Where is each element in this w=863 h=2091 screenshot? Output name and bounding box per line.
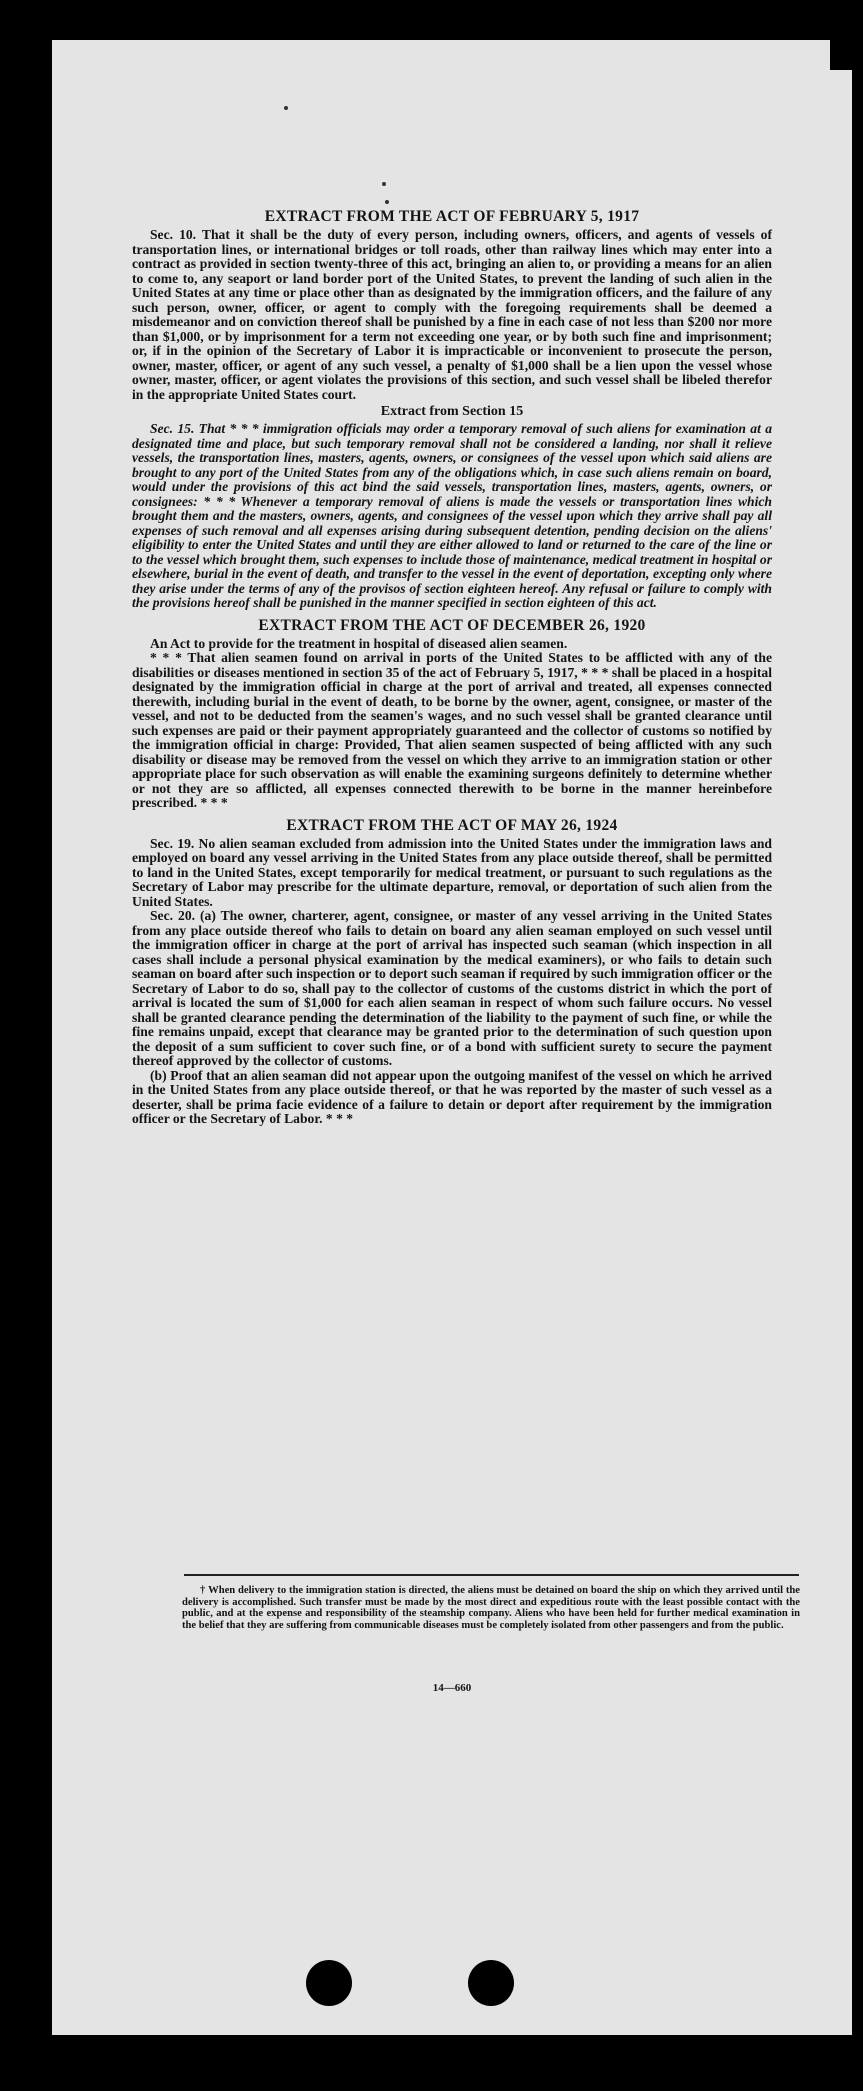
act-1920-title: An Act to provide for the treatment in hospital of diseased alien seamen.: [150, 635, 568, 651]
paper-speck: [284, 106, 288, 110]
section-20a-paragraph: Sec. 20. (a) The owner, charterer, agent, consignee, or master of any vessel arriving in the United States from any place outside thereof who fails to detain on board any alien seaman employed on such vessel until the immigration officer in charge at the port of arrival has inspected such seaman (which inspection in all cases shall include a personal physical examination by the medical examiners), or who fails to detain such seaman on board after such inspection or to deport such seaman if required by such immigration officer or the Secretary of Labor to do so, shall pay to the collector of customs of the customs district in which the port of arrival is located the sum of $1,000 for each alien seaman in respect of whom such failure occurs. No vessel shall be granted clearance pending the determination of the liability to the payment of such fine, or while the fine remains unpaid, except that clearance may be granted prior to the determination of such question upon the deposit of a sum sufficient to cover such fine, or of a bond with sufficient surety to secure the payment thereof approved by the collector of customs.: [132, 908, 772, 1068]
document-body: [132, 208, 772, 1127]
section-15-paragraph: Sec. 15. That * * * immigration officials may order a temporary removal of such aliens for examination at a designated time and place, but such temporary removal shall not be considered a landing, nor shall it relieve vessels, the transportation lines, masters, agents, owners, or consignees of the vessel upon which said aliens are brought to any port of the United States from any of the obligations which, in case such aliens remain on board, would under the provisions of this act bind the said vessels, transportation lines, masters, agents, owners, or consignees: * * * Whenever a temporary removal of aliens is made the vessels or transportation lines which brought them and the masters, owners, agents, and consignees of the vessel upon which they arrive shall pay all expenses of such removal and all expenses arising during subsequent detention, pending decision on the aliens' eligibility to enter the United States and until they are either allowed to land or returned to the care of the line or to the vessel which brought them, such expenses to include those of maintenance, medical treatment in hospital or elsewhere, burial in the event of death, and transfer to the vessel in the event of deportation, excepting only where they arise under the terms of any of the provisos of section eighteen hereof. Any refusal or failure to comply with the provisions hereof shall be punished in the manner specified in section eighteen of this act.: [132, 421, 772, 610]
punch-hole-right: [468, 1960, 514, 2006]
page-corner: [830, 40, 852, 70]
act-1920-paragraph: * * * That alien seamen found on arrival in ports of the United States to be afflicted with any of the disabilities or diseases mentioned in section 35 of the act of February 5, 1917, * * * shall be placed in a hospital designated by the immigration official in charge at the port of arrival and treated, all expenses connected therewith, including burial in the event of death, to be borne by the owner, agent, consignee, or master of the vessel, and not to be deducted from the seamen's wages, and no such vessel shall be granted clearance until such expenses are paid or their payment appropriately guaranteed and the collector of customs so notified by the immigration official in charge: Provided, That alien seamen suspected of being afflicted with any such disability or disease may be removed from the vessel on which they arrive to an immigration station or other appropriate place for such observation as will enable the examining surgeons definitely to determine whether or not they are so afflicted, all expenses connected therewith to be borne in the manner hereinbefore prescribed. * * *: [132, 650, 772, 810]
section-20b-paragraph: (b) Proof that an alien seaman did not appear upon the outgoing manifest of the vessel on which he arrived in the United States from any place outside thereof, or that he was reported by the master of such vessel as a deserter, shall be prima facie evidence of a failure to detain or deport after requirement by the immigration officer or the Secretary of Labor. * * *: [132, 1067, 772, 1126]
footnote: [182, 1585, 800, 1631]
subheading-section-15: Extract from Section 15: [380, 404, 524, 419]
paper-speck: [385, 200, 389, 204]
section-19-paragraph: Sec. 19. No alien seaman excluded from admission into the United States under the immigration laws and employed on board any vessel arriving in the United States from any place outside thereof, shall be permitted to land in the United States, except temporarily for medical treatment, or pursuant to such regulations as the Secretary of Labor may prescribe for the ultimate departure, removal, or deportation of such alien from the United States.: [132, 835, 772, 909]
section-heading-1917: EXTRACT FROM THE ACT OF FEBRUARY 5, 1917: [264, 208, 640, 225]
form-number: 14—660: [432, 1682, 472, 1694]
document-page: [52, 40, 852, 2035]
section-heading-1924: EXTRACT FROM THE ACT OF MAY 26, 1924: [286, 816, 618, 834]
punch-hole-left: [306, 1960, 352, 2006]
section-heading-1920: EXTRACT FROM THE ACT OF DECEMBER 26, 1920: [258, 616, 646, 634]
footnote-rule: [184, 1574, 799, 1576]
paper-speck: [382, 182, 386, 186]
footnote-text: † When delivery to the immigration station is directed, the aliens must be detained on board the ship on which they arrived until the delivery is accomplished. Such transfer must be made by the most direct and expeditious route with the least possible contact with the public, and at the expense and responsibility of the steamship company. Aliens who have been held for further medical examination in the belief that they are suffering from communicable diseases must be completely isolated from other passengers and from the public.: [182, 1585, 800, 1631]
section-10-paragraph: Sec. 10. That it shall be the duty of every person, including owners, officers, and agents of vessels of transportation lines, or international bridges or toll roads, other than railway lines which may enter into a contract as provided in section twenty-three of this act, bringing an alien to, or providing a means for an alien to come to, any seaport or land border port of the United States, to prevent the landing of such alien in the United States at any time or place other than as designated by the immigration officers, and the failure of any such person, owner, officer, or agent to comply with the foregoing requirements shall be deemed a misdemeanor and on conviction thereof shall be punished by a fine in each case of not less than $200 nor more than $1,000, or by imprisonment for a term not exceeding one year, or by both such fine and imprisonment; or, if in the opinion of the Secretary of Labor it is impracticable or inconvenient to prosecute the person, owner, master, officer, or agent of any such vessel, a penalty of $1,000 shall be a lien upon the vessel whose owner, master, officer, or agent violates the provisions of this section, and such vessel shall be libeled therefor in the appropriate United States court.: [132, 227, 772, 402]
